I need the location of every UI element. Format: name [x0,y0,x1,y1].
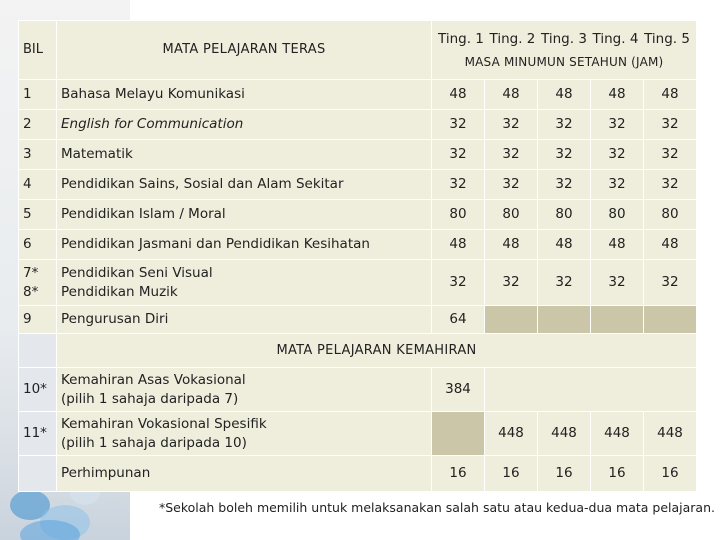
subject-name [57,368,432,412]
table-row [19,368,697,412]
hours-cell: 32 [644,140,697,170]
hours-cell: 32 [538,110,591,140]
hours-cell: 32 [538,260,591,306]
hours-cell: 32 [485,140,538,170]
hours-cell: 48 [432,230,485,260]
hours-cell: 16 [432,456,485,492]
hours-cell: 32 [644,170,697,200]
empty-cell [485,368,697,412]
hours-cell: 48 [432,80,485,110]
hours-cell: 16 [485,456,538,492]
table-row [19,140,697,170]
table-row [19,306,697,334]
row-number: 1 [19,80,57,110]
table-row [19,456,697,492]
hours-cell: 80 [644,200,697,230]
hours-cell: 48 [538,80,591,110]
bil-header: BIL [19,21,57,80]
core-subjects-header: MATA PELAJARAN TERAS [57,21,432,80]
hours-cell: 32 [591,260,644,306]
hours-cell: 32 [485,170,538,200]
subject-name: Matematik [57,140,432,170]
hours-cell: 80 [591,200,644,230]
empty-shaded-cell [485,306,538,334]
subject-line: (pilih 1 sahaja daripada 10) [61,434,247,451]
table-row [19,80,697,110]
table-row [19,260,697,306]
hours-cell: 32 [591,140,644,170]
empty-shaded-cell [432,412,485,456]
hours-cell: 32 [432,260,485,306]
row-number: 4 [19,170,57,200]
table-row [19,170,697,200]
subject-name: Bahasa Melayu Komunikasi [57,80,432,110]
grade-5-label: Ting. 5 [644,30,690,47]
row-number: 10* [19,368,57,412]
hours-cell: 384 [432,368,485,412]
subject-name: Pendidikan Sains, Sosial dan Alam Sekitar [57,170,432,200]
footnote: *Sekolah boleh memilih untuk melaksanakan salah satu atau kedua-dua mata pelajaran. [158,500,715,515]
hours-cell: 448 [591,412,644,456]
hours-cell: 448 [485,412,538,456]
row-number-line: 8* [23,283,39,300]
hours-cell: 448 [644,412,697,456]
hours-cell: 48 [485,230,538,260]
grade-labels [436,30,692,48]
subject-name-italic: English for Communication [61,116,244,133]
hours-cell: 32 [644,260,697,306]
subject-hours-table [18,20,697,492]
subject-line: Kemahiran Vokasional Spesifik [61,416,267,433]
table-row [19,412,697,456]
row-number: 5 [19,200,57,230]
subject-line: Pendidikan Muzik [61,283,178,300]
table-row [19,230,697,260]
subject-name: Pendidikan Jasmani dan Pendidikan Kesihatan [57,230,432,260]
subject-name: Pengurusan Diri [57,306,432,334]
grade-1-label: Ting. 1 [438,30,484,47]
empty-shaded-cell [644,306,697,334]
subject-line: Pendidikan Seni Visual [61,265,213,282]
hours-cell: 48 [591,230,644,260]
hours-cell: 48 [644,80,697,110]
hours-cell: 32 [432,170,485,200]
skills-subjects-header: MATA PELAJARAN KEMAHIRAN [57,334,697,368]
hours-cell: 80 [432,200,485,230]
section-spacer [19,334,57,368]
hours-cell: 48 [538,230,591,260]
hours-cell: 48 [644,230,697,260]
table-row [19,110,697,140]
row-number-line: 7* [23,265,39,282]
grade-hours-header [432,21,697,80]
row-number [19,456,57,492]
hours-cell: 32 [432,110,485,140]
grade-3-label: Ting. 3 [541,30,587,47]
hours-cell: 48 [485,80,538,110]
hours-cell: 448 [538,412,591,456]
hours-cell: 16 [538,456,591,492]
hours-cell: 32 [485,260,538,306]
subject-line: Kemahiran Asas Vokasional [61,372,246,389]
hours-cell: 32 [591,110,644,140]
hours-cell: 32 [644,110,697,140]
subject-name [57,260,432,306]
hours-cell: 32 [591,170,644,200]
hours-cell: 48 [591,80,644,110]
row-number: 11* [19,412,57,456]
grade-2-label: Ting. 2 [489,30,536,47]
hours-cell: 32 [538,140,591,170]
header-row [19,21,697,80]
subject-line: (pilih 1 sahaja daripada 7) [61,390,239,407]
empty-shaded-cell [591,306,644,334]
hours-cell: 32 [432,140,485,170]
row-number: 6 [19,230,57,260]
hours-cell: 32 [485,110,538,140]
subject-name: Perhimpunan [57,456,432,492]
hours-cell: 80 [538,200,591,230]
row-number: 2 [19,110,57,140]
subject-name [57,412,432,456]
hours-cell: 16 [644,456,697,492]
hours-cell: 80 [485,200,538,230]
min-hours-label: MASA MINUMUN SETAHUN (JAM) [464,55,664,70]
grade-4-label: Ting. 4 [592,30,639,47]
row-number: 9 [19,306,57,334]
hours-cell: 32 [538,170,591,200]
subject-name [57,110,432,140]
table-row [19,200,697,230]
row-number [19,260,57,306]
empty-shaded-cell [538,306,591,334]
section-heading-row [19,334,697,368]
row-number: 3 [19,140,57,170]
hours-cell: 16 [591,456,644,492]
hours-cell: 64 [432,306,485,334]
subject-name: Pendidikan Islam / Moral [57,200,432,230]
